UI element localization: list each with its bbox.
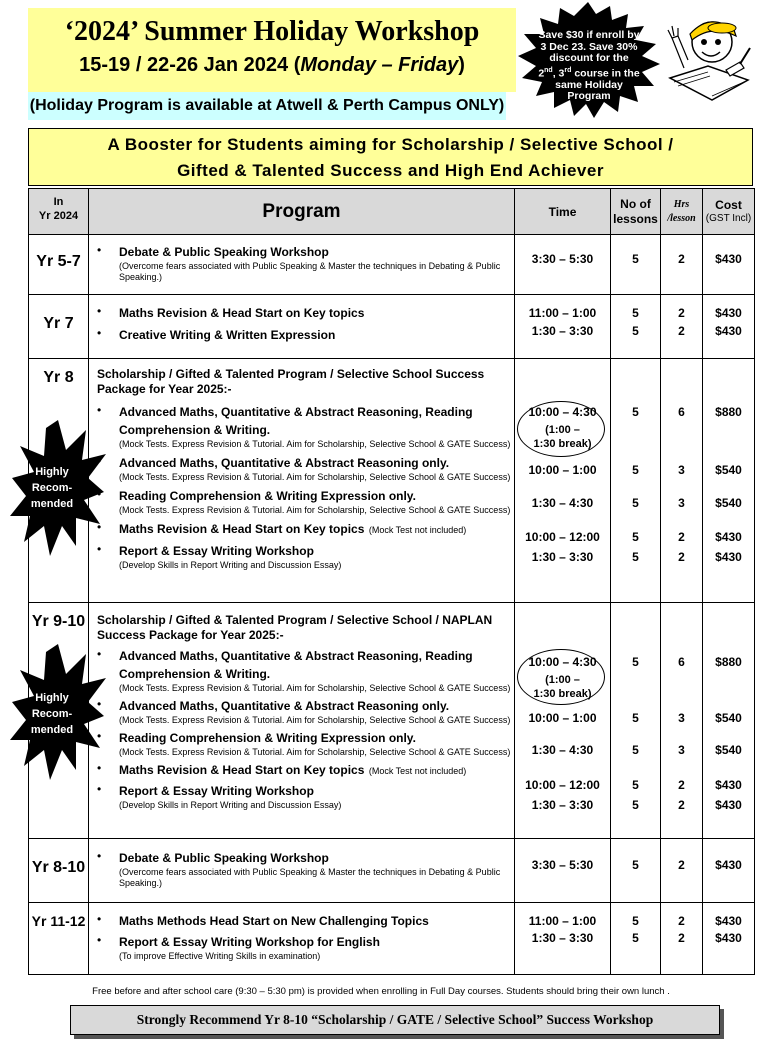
row-time: 3:30 – 5:30: [515, 839, 611, 903]
recommended-badge: Highly Recom- mended: [30, 466, 74, 510]
program-item: • Advanced Maths, Quantitative & Abstract Reasoning only. (Mock Tests. Express Revision & Tutorial. Aim for Scholarship, Selective School & GATE Success): [97, 697, 514, 726]
row-year: Yr 11-12: [29, 903, 89, 975]
workshop-dates: 15-19 / 22-26 Jan 2024 (Monday – Friday): [79, 54, 465, 76]
header-cost: Cost (GST Incl): [703, 189, 755, 235]
table-row: [29, 295, 755, 359]
header-lessons: No of lessons: [611, 189, 661, 235]
row-hours: 6 3 3 2 2: [661, 359, 703, 603]
page-title: ‘2024’ Summer Holiday Workshop: [64, 16, 480, 47]
row-program: [89, 903, 515, 975]
row-hours: 2: [661, 839, 703, 903]
header-year: In Yr 2024: [29, 189, 89, 235]
row-year: Yr 7: [29, 295, 89, 359]
table-row: [29, 903, 755, 975]
break-label: (1:00 – 1:30 break): [533, 424, 592, 450]
row-time: 11:00 – 1:00 1:30 – 3:30: [515, 903, 611, 975]
row-cost: $430: [703, 839, 755, 903]
program-item: • Reading Comprehension & Writing Expression only. (Mock Tests. Express Revision & Tutorial. Aim for Scholarship, Selective School & GATE Success): [97, 487, 514, 516]
program-item: • Report & Essay Writing Workshop for English (To improve Effective Writing Skills in examination): [97, 933, 514, 962]
row-year: Yr 8-10: [29, 839, 89, 903]
program-item: • Maths Revision & Head Start on Key topics: [97, 304, 514, 322]
program-item: • Report & Essay Writing Workshop (Develop Skills in Report Writing and Discussion Essay): [97, 782, 514, 811]
row-year: Yr 9-10: [29, 603, 89, 839]
row-time: 11:00 – 1:00 1:30 – 3:30: [515, 295, 611, 359]
program-item: • Maths Revision & Head Start on Key topics (Mock Test not included): [97, 761, 514, 779]
program-item: • Debate & Public Speaking Workshop (Overcome fears associated with Public Speaking & Master the techniques in Debating & Public Speaking.): [97, 849, 514, 889]
booster-banner: [28, 128, 753, 186]
row-time: 10:00 – 4:30 (1:00 – 1:30 break) 10:00 – 1:00 1:30 – 4:30 10:00 – 12:00 1:30 – 3:30: [515, 603, 611, 839]
row-program: [89, 839, 515, 903]
table-row: [29, 839, 755, 903]
student-cartoon-illustration: [664, 8, 754, 120]
campus-note: (Holiday Program is available at Atwell & Perth Campus ONLY): [28, 92, 506, 120]
break-label: (1:00 – 1:30 break): [533, 674, 592, 700]
row-lessons: 5 5: [611, 903, 661, 975]
row-time: 3:30 – 5:30: [515, 235, 611, 295]
recommended-badge: Highly Recom- mended: [30, 692, 74, 736]
row-lessons: 5: [611, 839, 661, 903]
table-header-row: [29, 189, 755, 235]
row-program: [89, 603, 515, 839]
row-year: Yr 5-7: [29, 235, 89, 295]
table-row: [29, 235, 755, 295]
table-row: [29, 603, 755, 839]
row-program: [89, 359, 515, 603]
row-cost: $430: [703, 235, 755, 295]
row-hours: 2 2: [661, 295, 703, 359]
header-program: Program: [89, 189, 515, 235]
program-item: • Creative Writing & Written Expression: [97, 326, 514, 344]
program-table: [28, 188, 755, 975]
row-program: [89, 235, 515, 295]
recommend-banner: Strongly Recommend Yr 8-10 “Scholarship / GATE / Selective School” Success Workshop: [70, 1005, 720, 1035]
header-time: Time: [515, 189, 611, 235]
package-title: Scholarship / Gifted & Talented Program / Selective School / NAPLAN Success Package for Year 2025:-: [97, 613, 493, 642]
program-item: • Reading Comprehension & Writing Expression only. (Mock Tests. Express Revision & Tutorial. Aim for Scholarship, Selective School & GATE Success): [97, 729, 514, 758]
booster-line-1: A Booster for Students aiming for Scholarship / Selective School /: [107, 135, 674, 154]
program-item: • Maths Revision & Head Start on Key topics (Mock Test not included): [97, 520, 514, 538]
care-footnote: Free before and after school care (9:30 – 5:30 pm) is provided when enrolling in Full Day courses. Students should bring their own lunch .: [92, 986, 670, 997]
row-hours: 6 3 3 2 2: [661, 603, 703, 839]
row-lessons: 5: [611, 235, 661, 295]
row-cost: $430 $430: [703, 903, 755, 975]
row-lessons: 5 5 5 5 5: [611, 359, 661, 603]
discount-offer: Save $30 if enroll by 3 Dec 23. Save 30% discount for the 2nd, 3rd course in the same Holiday Program: [538, 29, 640, 102]
booster-line-2: Gifted & Talented Success and High End Achiever: [177, 161, 604, 180]
title-banner: [28, 8, 516, 92]
header-hours: Hrs /lesson: [661, 189, 703, 235]
program-item: • Advanced Maths, Quantitative & Abstract Reasoning, Reading Comprehension & Writing. (Mock Tests. Express Revision & Tutorial. Aim for Scholarship, Selective School & GATE Success): [97, 403, 514, 450]
program-item: • Maths Methods Head Start on New Challenging Topics: [97, 912, 514, 930]
row-lessons: 5 5: [611, 295, 661, 359]
row-cost: $880 $540 $540 $430 $430: [703, 603, 755, 839]
table-row: [29, 359, 755, 603]
row-year: Yr 8: [29, 359, 89, 603]
row-time: 10:00 – 4:30 (1:00 – 1:30 break) 10:00 – 1:00 1:30 – 4:30 10:00 – 12:00 1:30 – 3:30: [515, 359, 611, 603]
row-cost: $430 $430: [703, 295, 755, 359]
program-item: • Debate & Public Speaking Workshop (Overcome fears associated with Public Speaking & Master the techniques in Debating & Public Speaking.): [97, 243, 514, 283]
row-cost: $880 $540 $540 $430 $430: [703, 359, 755, 603]
program-item: • Advanced Maths, Quantitative & Abstract Reasoning only. (Mock Tests. Express Revision & Tutorial. Aim for Scholarship, Selective School & GATE Success): [97, 454, 514, 483]
program-item: • Report & Essay Writing Workshop (Develop Skills in Report Writing and Discussion Essay): [97, 542, 514, 571]
row-program: [89, 295, 515, 359]
package-title: Scholarship / Gifted & Talented Program / Selective School Success Package for Year 2025:-: [97, 367, 485, 396]
row-hours: 2: [661, 235, 703, 295]
row-hours: 2 2: [661, 903, 703, 975]
program-item: • Advanced Maths, Quantitative & Abstract Reasoning, Reading Comprehension & Writing. (Mock Tests. Express Revision & Tutorial. Aim for Scholarship, Selective School & GATE Success): [97, 647, 514, 694]
row-lessons: 5 5 5 5 5: [611, 603, 661, 839]
